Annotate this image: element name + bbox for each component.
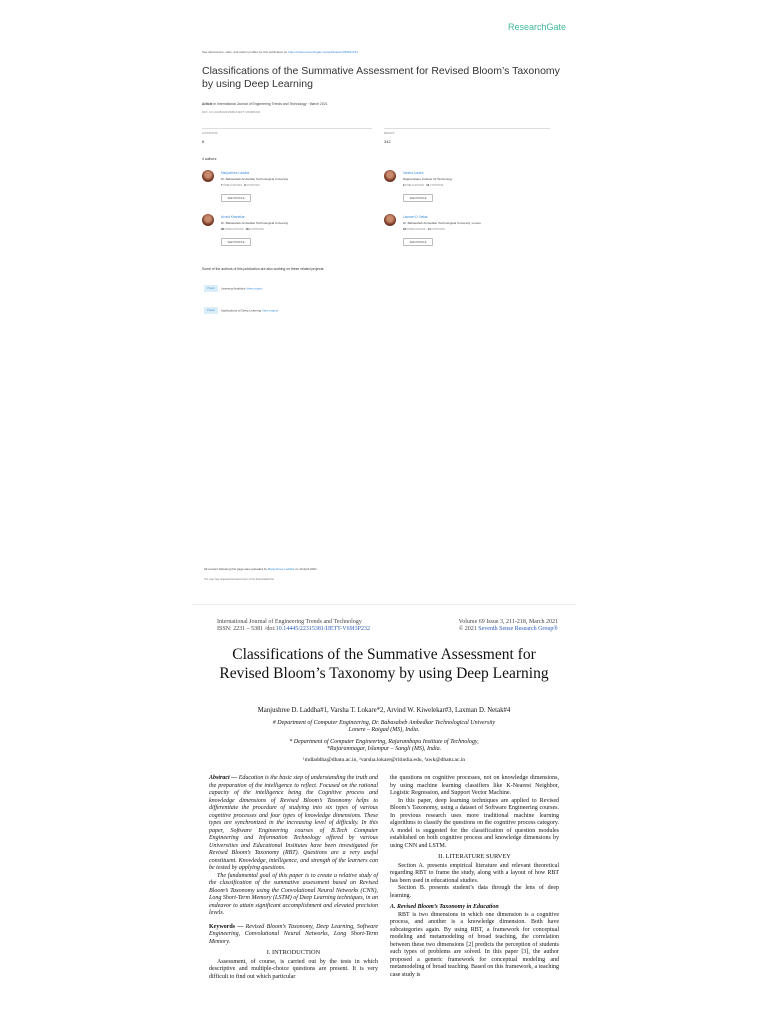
project-badge: Project — [204, 285, 218, 292]
paragraph: Section B. presents student’s data through the lens of deep learning. — [390, 885, 559, 899]
divider — [202, 128, 372, 129]
paragraph: the questions on cognitive processes, not on knowledge dimensions, by using machine learning classifiers like K-Nearest Neighbor, Logistic Regression, and Support Vector Machine. — [390, 775, 559, 796]
cover-article-line: Article in International Journal of Engineering Trends and Technology · March 2021 — [202, 102, 328, 106]
author-card — [384, 214, 554, 254]
citations-label: CITATIONS — [202, 131, 218, 135]
affiliation: * Department of Computer Engineering, Rajarambapu Institute of Technology, *Rajaramnagar, Islampur – Sangli (MS), India. — [289, 739, 479, 752]
view-project-link[interactable]: View project — [246, 286, 263, 291]
author-affiliation: Dr. Babasaheb Ambedkar Technological University — [221, 177, 289, 181]
paragraph: RBT is two dimensions in which one dimension is a cognitive process, and another is a knowledge dimension. Both have subcategories again. By using RBT, a framework for conceptual modeling and metamodeling of broad teaching, the correlation between these two dimensions [2] predicts the perception of students such types of problems are solved. In this paper [3], the author proposed a generic framework for conceptual modeling and metamodeling of broad teaching. Based on this framework, a teaching case study is — [390, 911, 559, 978]
projects-heading: Some of the authors of this publication are also working on these related projects: — [202, 267, 325, 271]
paragraph: Section A. presents empirical literature and relevant theoretical regarding RBT to frame the study, along with a layout of how RBT has been used in educational studies. — [390, 862, 559, 884]
subsection-heading: A. Revised Bloom’s Taxonomy in Education — [390, 904, 499, 910]
see-profile-button[interactable]: SEE PROFILE — [403, 238, 433, 246]
author-name[interactable]: Arvind Kiwelekar — [221, 215, 245, 219]
author-name[interactable]: Laxman D. Netak — [403, 215, 428, 219]
paragraph: In this paper, deep learning techniques are applied to Revised Bloom’s Taxonomy, using a dataset of Software Engineering courses. In previous research uses more traditional machine learning algorithms to classify the questions on the cognitive process category. A model is suggested for the classification of question modules established on both cognitive process and knowledge dimensions by using CNN and LSTM. — [390, 797, 559, 849]
intro-paragraph: Assessment, of course, is carried out by the tests in which descriptive and multiple-choice questions are present. It is very difficult to find out which particular — [209, 958, 378, 980]
section-heading: I. INTRODUCTION — [266, 949, 321, 956]
volume-header: Volume 69 Issue 3, 211-218, March 2021 © 2021 Seventh Sense Research Group® — [458, 619, 558, 632]
journal-header: International Journal of Engineering Trends and Technology ISSN: 2231 – 5381 /doi:10.14445/22315381/IJETT-V69I3P232 — [217, 619, 370, 632]
uploader-link[interactable]: Manjushree Laddha — [267, 567, 295, 571]
authors-heading: 4 authors: — [202, 157, 218, 161]
right-column — [390, 775, 559, 979]
cover-notice: See discussions, stats, and author profiles for this publication at: https://www.researchgate.net/publication/350821763 — [202, 50, 358, 54]
avatar[interactable] — [384, 170, 396, 182]
see-profile-button[interactable]: SEE PROFILE — [221, 238, 251, 246]
abstract: Abstract — Education is the basic step of understanding the truth and the preparation of the intelligence to reflect. Focused on the rational capacity of the intelligence being the Cognitive process and knowledge dimensions of Revised Bloom’s Taxonomy helps to differentiate the procedure of studying into six types of various cognitive processes and four types of knowledge dimensions. These types are synchronized in the increasing level of difficulty. In this paper, Software Engineering courses of B.Tech Computer Engineering and Information Technology offered by various Universities and Educational Institutes have been investigated for Revised Bloom’s Taxonomy (RBT). Questions are a very useful constituent. Knowledge, intelligence, and strength of the learners can be tested by applying questions. — [209, 775, 378, 871]
doi-link[interactable]: 10.14445/22315381/IJETT-V69I3P232 — [275, 626, 370, 632]
author-emails: ¹mdladdha@dbatu.ac.in, ²varsha.lokare@ritindia.edu, ³awk@dbatu.ac.in — [302, 757, 466, 763]
project-item: Project Applications of Deep Learning View project — [204, 307, 278, 314]
avatar[interactable] — [202, 170, 214, 182]
author-name[interactable]: Manjushree Laddha — [221, 171, 250, 175]
reads-count: 342 — [384, 139, 391, 144]
publication-link[interactable]: https://www.researchgate.net/publication/350821763 — [288, 50, 358, 54]
author-affiliation: Dr. Babasaheb Ambedkar Technological University, Lonere — [403, 221, 481, 225]
researchgate-logo[interactable]: ResearchGate — [507, 22, 566, 32]
citations-count: 8 — [202, 139, 205, 144]
author-card — [202, 214, 372, 254]
document-viewer — [192, 0, 576, 1024]
author-stats: 33 PUBLICATIONS 14 CITATIONS — [403, 228, 445, 231]
avatar[interactable] — [202, 214, 214, 226]
section-heading: II. LITERATURE SURVEY — [438, 853, 511, 860]
reads-label: READS — [384, 131, 395, 135]
cover-title: Classifications of the Summative Assessment for Revised Bloom’s Taxonomy by using Deep Learning — [202, 65, 560, 90]
publisher-link[interactable]: Seventh Sense Research Group® — [478, 626, 558, 632]
cover-doi: DOI: 10.14445/22315381/IJETT-V69I3P232 — [202, 110, 261, 114]
page-separator — [192, 604, 576, 605]
author-affiliation: Dr. Babasaheb Ambedkar Technological University — [221, 221, 289, 225]
author-affiliation: Rajarambapu Institute Of Technology — [403, 177, 453, 181]
project-badge: Project — [204, 307, 218, 314]
see-profile-button[interactable]: SEE PROFILE — [403, 194, 433, 202]
see-profile-button[interactable]: SEE PROFILE — [221, 194, 251, 202]
avatar[interactable] — [384, 214, 396, 226]
author-stats: 38 PUBLICATIONS 111 CITATIONS — [221, 228, 264, 231]
divider — [384, 128, 550, 129]
abstract-paragraph: The fundamental goal of this paper is to create a relative study of the classification of the summative assessment based on Revised Bloom’s Taxonomy using the Convolutional Neural Networks (CNN), Long Short-Term Memory (LSTM) of Deep Learning techniques, in an endeavor to attain significant accomplishment and elevated precision levels. — [209, 872, 378, 916]
author-name[interactable]: Varsha Lokare — [403, 171, 424, 175]
affiliation: # Department of Computer Engineering, Dr. Babasaheb Ambedkar Technological University Lonere – Raigad (MS), India. — [272, 720, 496, 733]
requested-note: The user has requested enhancement of the downloaded file. — [204, 578, 275, 581]
project-item: Project Learning Analytics View project — [204, 285, 262, 292]
author-card — [202, 170, 372, 210]
paper-authors: Manjushree D. Laddha#1, Varsha T. Lokare*2, Arvind W. Kiwelekar#3, Laxman D. Netak#4 — [257, 707, 511, 714]
keywords: Keywords — Revised Bloom’s Taxonomy, Deep Learning, Software Engineering, Convolutional Neural Networks, Long Short-Term Memory. — [209, 923, 378, 945]
paper-title: Classifications of the Summative Assessment for Revised Bloom’s Taxonomy by using Deep Learning — [219, 646, 549, 682]
author-stats: 9 PUBLICATIONS 12 CITATIONS — [403, 184, 444, 187]
author-stats: 7 PUBLICATIONS 8 CITATIONS — [221, 184, 260, 187]
view-project-link[interactable]: View project — [261, 308, 279, 313]
author-card — [384, 170, 554, 210]
left-column — [209, 775, 378, 981]
upload-note: All content following this page was uploaded by Manjushree Laddha on 13 April 2021. — [204, 567, 318, 571]
